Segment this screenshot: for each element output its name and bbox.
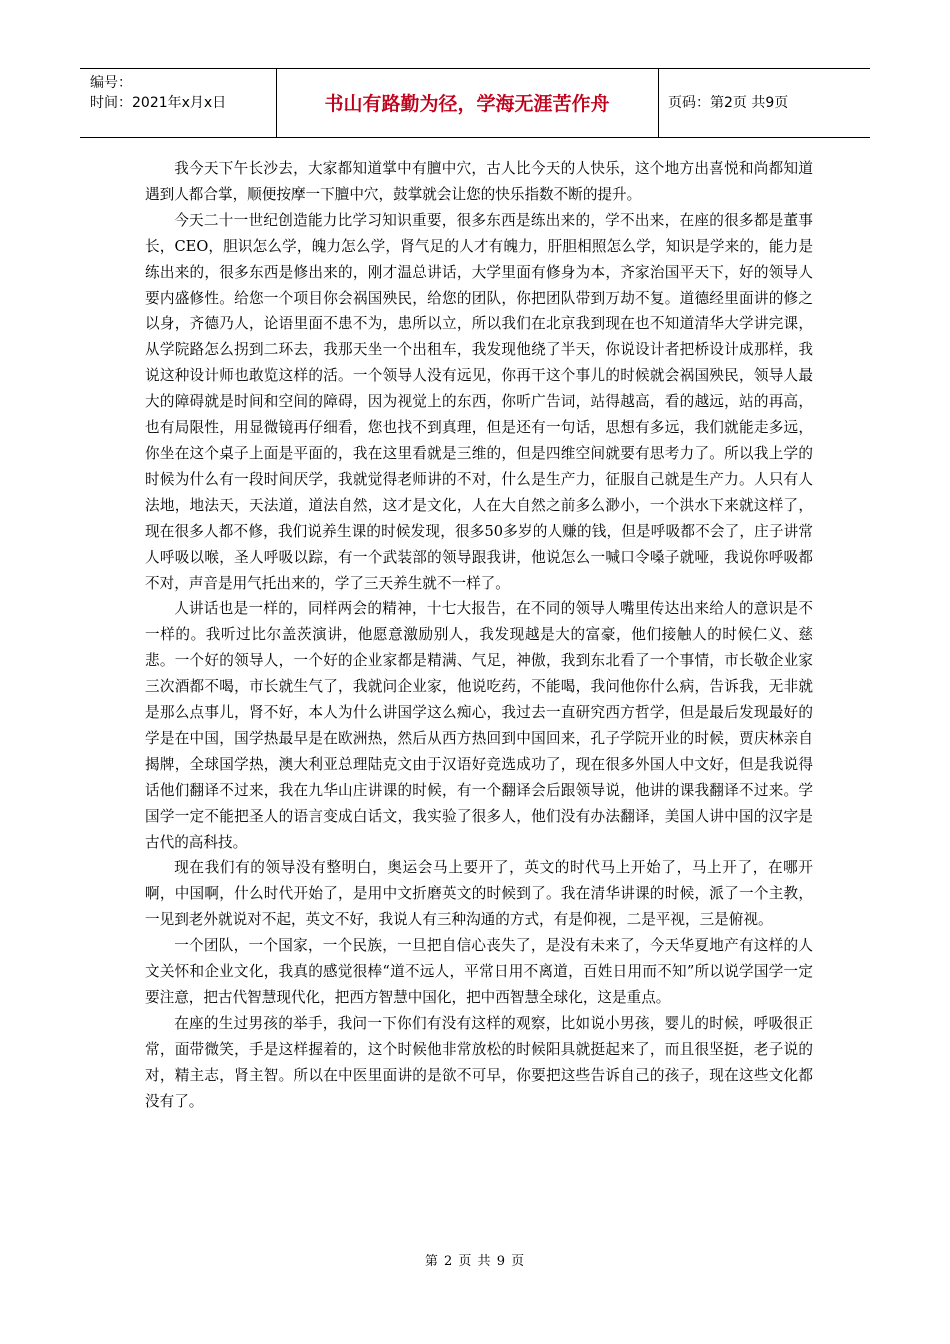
- page-header: [80, 68, 870, 138]
- paragraph: 我今天下午长沙去，大家都知道掌中有膻中穴，古人比今天的人快乐，这个地方出喜悦和尚都知道遇到人都合掌，顺便按摩一下膻中穴，鼓掌就会让您的快乐指数不断的提升。: [145, 160, 813, 203]
- header-divider-right: [658, 69, 659, 137]
- paragraph: 人讲话也是一样的，同样两会的精神，十七大报告，在不同的领导人嘴里传达出来给人的意识是不一样的。我听过比尔盖茨演讲，他愿意激励别人，我发现越是大的富豪，他们接触人的时候仁义、慈悲。一个好的领导人，一个好的企业家都是精满、气足，神傲，我到东北看了一个事情，市长敬企业家三次酒都不喝，市长就生气了，我就问企业家，他说吃药，不能喝，我问他你什么病，告诉我，无非就是那么点事儿，肾不好，本人为什么讲国学这么痴心，我过去一直研究西方哲学，但是最后发现最好的学是在中国，国学热最早是在欧洲热，然后从西方热回到中国回来，孔子学院开业的时候，贾庆林亲自揭牌，全球国学热，澳大利亚总理陆克文由于汉语好竞选成功了，现在很多外国人中文好，但是我说得话他们翻译不过来，我在九华山庄讲课的时候，有一个翻译会后跟领导说，他讲的课我翻译不过来。学国学一定不能把圣人的语言变成白话文，我实验了很多人，他们没有办法翻译，美国人讲中国的汉字是古代的高科技。: [145, 600, 813, 851]
- date-line: 时间：2021年x月x日: [90, 95, 227, 111]
- header-page-info: 页码：第2页 共9页: [668, 95, 789, 111]
- header-meta: [90, 73, 280, 113]
- paragraph: 在座的生过男孩的举手，我问一下你们有没有这样的观察，比如说小男孩，婴儿的时候，呼吸很正常，面带微笑，手是这样握着的，这个时候他非常放松的时候阳具就挺起来了，而且很坚挺，老子说的对，精主志，肾主智。所以在中医里面讲的是欲不可早，你要把这些告诉自己的孩子，现在这些文化都没有了。: [145, 1014, 813, 1110]
- paragraph: 现在我们有的领导没有整明白，奥运会马上要开了，英文的时代马上开始了，马上开了，在哪开啊，中国啊，什么时代开始了，是用中文折磨英文的时候到了。我在清华讲课的时候，派了一个主教，一见到老外就说对不起，英文不好，我说人有三种沟通的方式，有是仰视，二是平视，三是俯视。: [145, 859, 813, 929]
- header-motto: 书山有路勤为径，学海无涯苦作舟: [324, 93, 610, 115]
- page-footer: 第 2 页 共 9 页: [424, 1254, 526, 1269]
- serial-number-label: 编号：: [90, 75, 132, 91]
- paragraph: 一个团队，一个国家，一个民族，一旦把自信心丧失了，是没有未来了，今天华夏地产有这样的人文关怀和企业文化，我真的感觉很棒“道不远人，平常日用不离道，百姓日用而不知”所以说学国学一定要注意，把古代智慧现代化，把西方智慧中国化，把中西智慧全球化，这是重点。: [145, 937, 813, 1006]
- document-body: [145, 156, 813, 1115]
- paragraph: 今天二十一世纪创造能力比学习知识重要，很多东西是练出来的，学不出来，在座的很多都是董事长，CEO，胆识怎么学，魄力怎么学，肾气足的人才有魄力，肝胆相照怎么学，知识是学来的，能力是练出来的，很多东西是修出来的，刚才温总讲话，大学里面有修身为本，齐家治国平天下，好的领导人要内盛修性。给您一个项目你会祸国殃民，给您的团队，你把团队带到万劫不复。道德经里面讲的修之以身，齐德乃人，论语里面不患不为，患所以立，所以我们在北京我到现在也不知道清华大学讲完课，从学院路怎么拐到二环去，我那天坐一个出租车，我发现他绕了半天，你说设计者把桥设计成那样，我说这种设计师也敢览这样的活。一个领导人没有远见，你再干这个事儿的时候就会祸国殃民，领导人最大的障碍就是时间和空间的障碍，因为视觉上的东西，你听广告词，站得越高，看的越远，站的再高，也有局限性，用显微镜再仔细看，您也找不到真理，但是还有一句话，思想有多远，我们就能走多远，你坐在这个桌子上面是平面的，我在这里看就是三维的，但是四维空间就要有思考力了。所以我上学的时候为什么有一段时间厌学，我就觉得老师讲的不对，什么是生产力，征服自己就是生产力。人只有人法地，地法天，天法道，道法自然，这才是文化，人在大自然之前多么渺小，一个洪水下来就这样了，现在很多人都不修，我们说养生课的时候发现，很多50多岁的人赚的钱，但是呼吸都不会了，庄子讲常人呼吸以喉，圣人呼吸以踪，有一个武装部的领导跟我讲，他说怎么一喊口令嗓子就哑，我说你呼吸都不对，声音是用气托出来的，学了三天养生就不一样了。: [145, 211, 813, 592]
